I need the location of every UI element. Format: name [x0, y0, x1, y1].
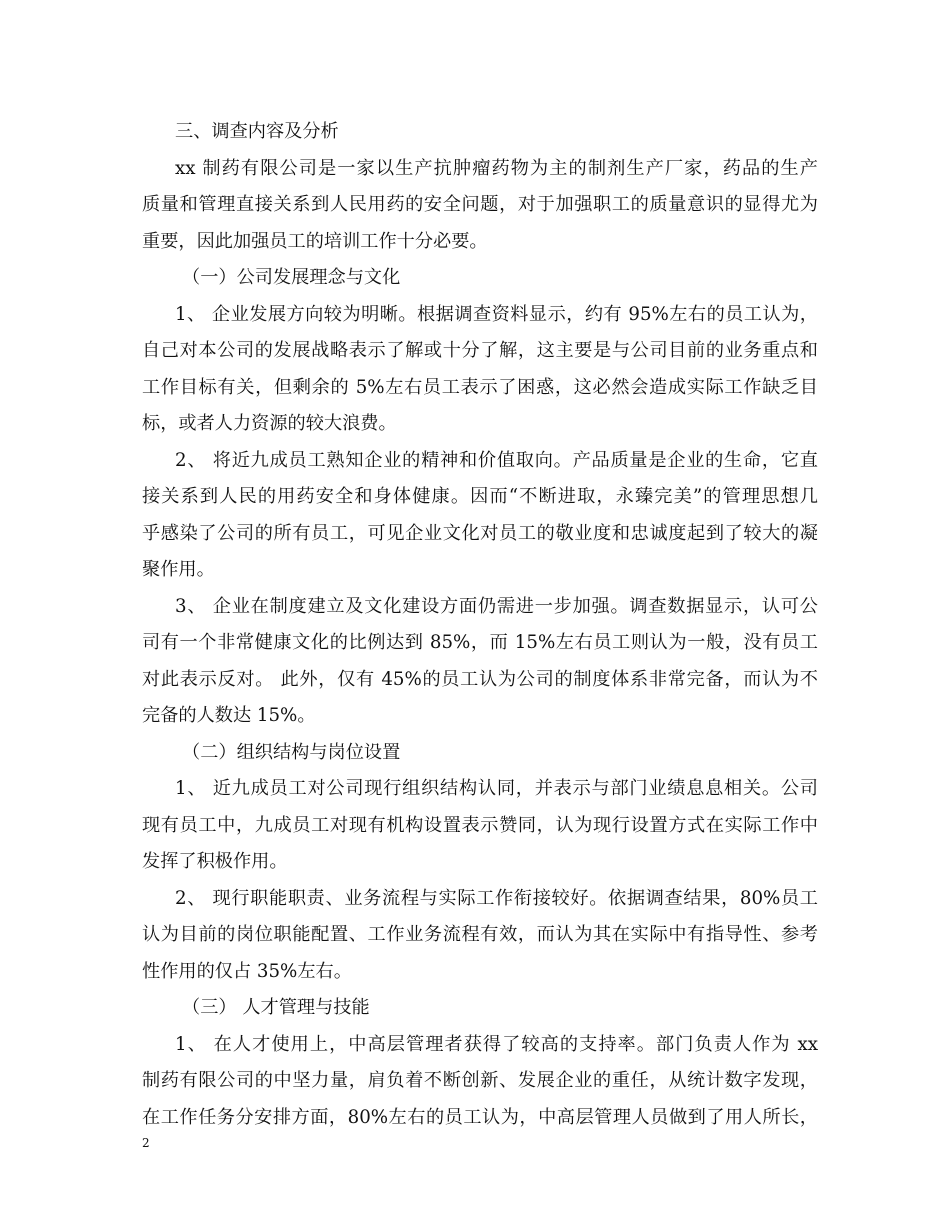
text-line: 对此表示反对。 此外，仅有 45%的员工认为公司的制度体系非常完备，而认为不	[142, 668, 818, 690]
text-line: 制药有限公司的中坚力量，肩负着不断创新、发展企业的重任，从统计数字发现，	[142, 1070, 818, 1091]
text-line: （一）公司发展理念与文化	[182, 267, 401, 288]
text-line: 在工作任务分安排方面，80%左右的员工认为，中高层管理人员做到了用人所长，	[142, 1106, 818, 1128]
text-line: 2、 将近九成员工熟知企业的精神和价值取向。产品质量是企业的生命，它直	[175, 449, 818, 471]
page-number: 2	[142, 1136, 150, 1150]
text-line: 标，或者人力资源的较大浪费。	[142, 413, 397, 434]
text-line: 三、调查内容及分析	[175, 121, 339, 142]
text-line: 重要，因此加强员工的培训工作十分必要。	[142, 230, 488, 252]
text-line: 自己对本公司的发展战略表示了解或十分了解，这主要是与公司目前的业务重点和	[142, 340, 818, 361]
text-line: 聚作用。	[142, 559, 215, 580]
text-line: 质量和管理直接关系到人民用药的安全问题，对于加强职工的质量意识的显得尤为	[142, 194, 818, 215]
document-body	[142, 114, 818, 1136]
text-line: （三） 人才管理与技能	[182, 997, 370, 1018]
text-line: 现有员工中，九成员工对现有机构设置表示赞同，认为现行设置方式在实际工作中	[142, 814, 818, 836]
text-line: 接关系到人民的用药安全和身体健康。因而“不断进取，永臻完美”的管理思想几	[142, 486, 818, 507]
text-line: 1、 在人才使用上，中高层管理者获得了较高的支持率。部门负责人作为 xx	[175, 1033, 818, 1055]
text-line: （二）组织结构与岗位设置	[182, 741, 401, 763]
text-line: 2、 现行职能职责、业务流程与实际工作衔接较好。依据调查结果，80%员工	[175, 887, 818, 909]
text-line: 性作用的仅占 35%左右。	[142, 960, 352, 982]
text-line: 1、 企业发展方向较为明晰。根据调查资料显示，约有 95%左右的员工认为，	[175, 303, 818, 325]
text-line: 认为目前的岗位职能配置、工作业务流程有效，而认为其在实际中有指导性、参考	[142, 924, 818, 945]
text-line: xx 制药有限公司是一家以生产抗肿瘤药物为主的制剂生产厂家，药品的生产	[175, 157, 818, 179]
text-line: 发挥了积极作用。	[142, 851, 288, 872]
text-line: 工作目标有关，但剩余的 5%左右员工表示了困惑，这必然会造成实际工作缺乏目	[142, 376, 818, 398]
text-line: 乎感染了公司的所有员工，可见企业文化对员工的敬业度和忠诚度起到了较大的凝	[142, 522, 818, 544]
text-line: 完备的人数达 15%。	[142, 705, 316, 726]
text-line: 3、 企业在制度建立及文化建设方面仍需进一步加强。调查数据显示，认可公	[175, 595, 818, 617]
text-line: 司有一个非常健康文化的比例达到 85%，而 15%左右员工则认为一般，没有员工	[142, 632, 818, 653]
text-line: 1、 近九成员工对公司现行组织结构认同，并表示与部门业绩息息相关。公司	[175, 778, 818, 799]
